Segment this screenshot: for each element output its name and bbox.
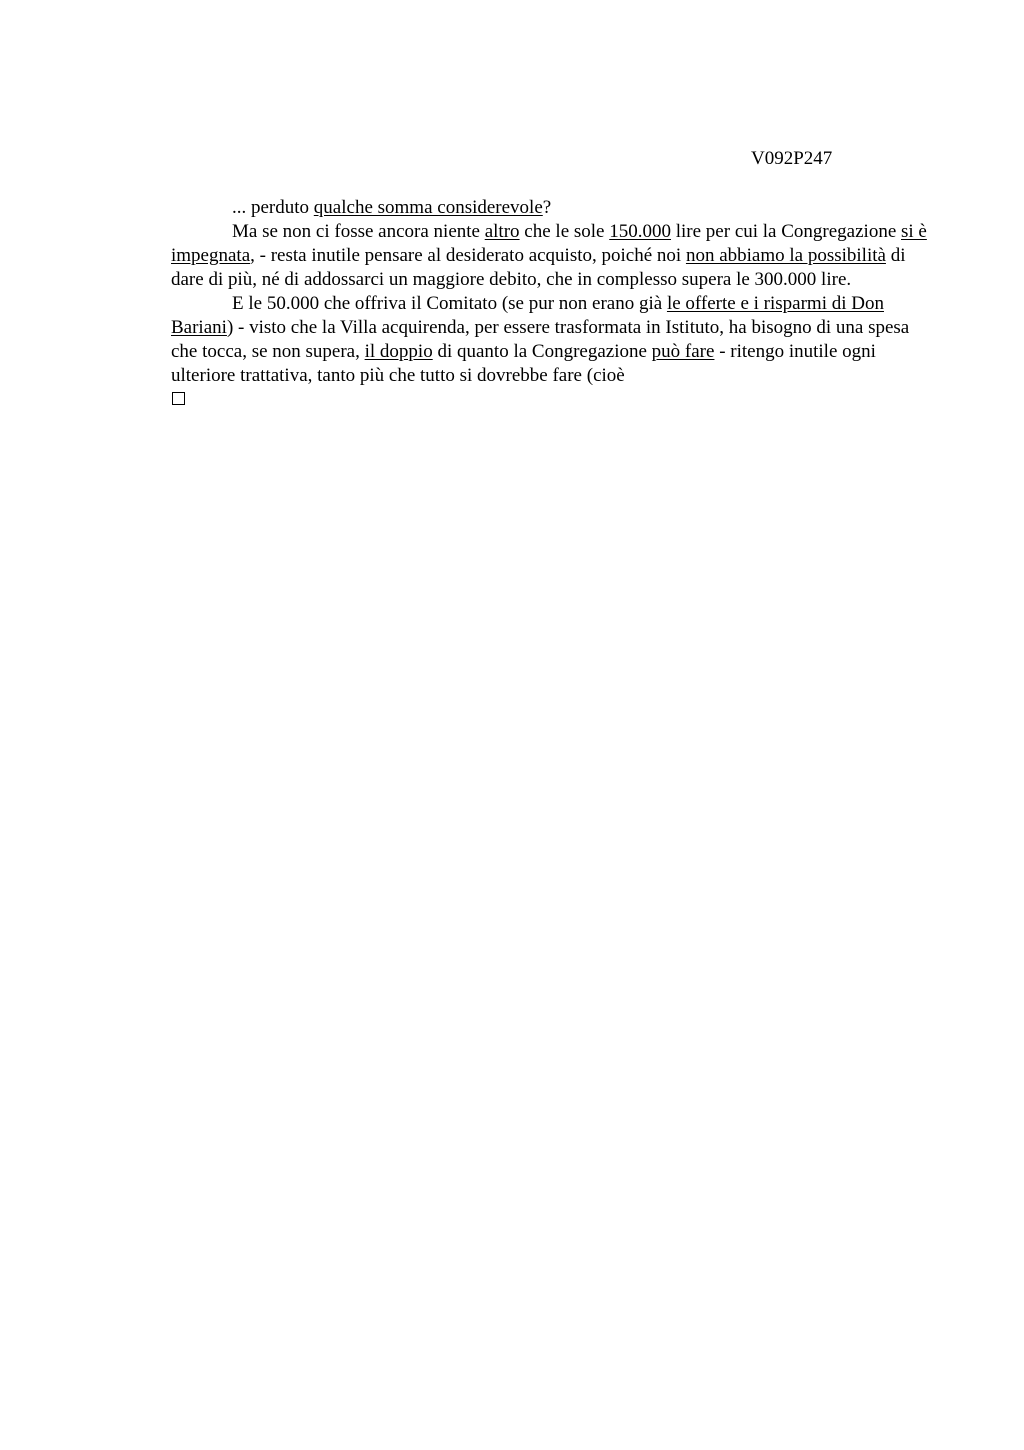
underlined-text: 150.000 [609, 221, 671, 242]
underlined-text: si è impegnata [171, 221, 927, 266]
text-segment: Ma se non ci fosse ancora niente [232, 221, 485, 242]
text-segment: che le sole [519, 221, 610, 242]
text-segment: lire per cui la Congregazione [670, 221, 901, 242]
paragraph-2 [171, 220, 933, 292]
text-segment: - ritengo inutile ogni ulteriore trattativa, tanto più che tutto si dovrebbe fare (cioè [171, 341, 876, 386]
paragraph-1 [171, 196, 933, 220]
text-segment: di quanto la Congregazione [432, 341, 652, 362]
underlined-text: può fare [651, 341, 715, 362]
underlined-text: non abbiamo la possibilità [685, 245, 886, 266]
underlined-text: qualche somma considerevole [313, 197, 543, 218]
document-body [171, 196, 933, 405]
underlined-text: le offerte e i risparmi di Don Bariani [171, 293, 884, 338]
end-marker-box-icon [172, 392, 185, 405]
paragraph-3 [171, 292, 933, 388]
text-segment: ? [542, 197, 552, 218]
underlined-text: altro [484, 221, 520, 242]
text-segment: ) - visto che la Villa acquirenda, per essere trasformata in Istituto, ha bisogno di una spesa che tocca, se non supera, [171, 317, 910, 362]
text-segment: , - resta inutile pensare al desiderato acquisto, poiché noi [250, 245, 686, 266]
underlined-text: il doppio [364, 341, 433, 362]
page-identifier: V092P247 [751, 148, 833, 169]
text-segment: di dare di più, né di addossarci un maggiore debito, che in complesso supera le 300.000 lire. [171, 245, 906, 290]
text-segment: ... perduto [232, 197, 314, 218]
text-segment: E le 50.000 che offriva il Comitato (se pur non erano già [232, 293, 667, 314]
